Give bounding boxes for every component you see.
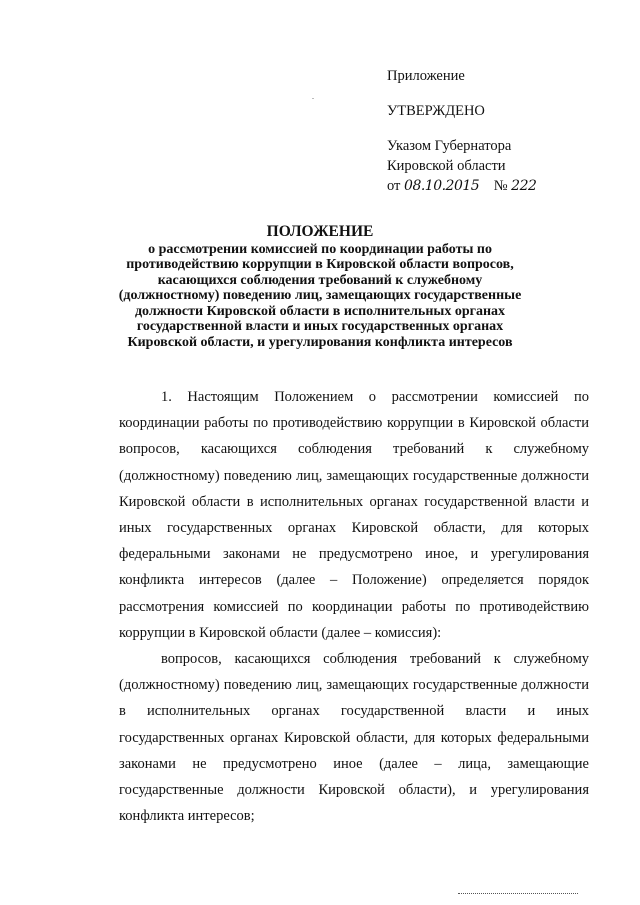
body-paragraph-2: вопросов, касающихся соблюдения требований к служебному (должностному) поведению лиц, замещающих государственные должности в исполнительных органах государственной власти и иных государственных органах Кировской области, для которых федеральными законами не предусмотрено иное (далее – лица, замещающие государственные должности Кировской области), и урегулирования конфликта интересов; [119, 651, 589, 825]
date-prefix: от [387, 178, 401, 194]
body-paragraph-1: 1. Настоящим Положением о рассмотрении комиссией по координации работы по противодействию коррупции в Кировской области вопросов, касающихся соблюдения требований к служебному (должностному) поведению лиц, замещающих государственные должности Кировской области в исполнительных органах государственной власти и иных государственных органах Кировской области, для которых федеральными законами не предусмотрено иное, и урегулирования конфликта интересов (далее – Положение) определяется порядок рассмотрения комиссией по координации работы по противодействию коррупции в Кировской области (далее – комиссия): [119, 389, 589, 641]
appendix-label: Приложение [387, 68, 465, 84]
approval-block [387, 66, 627, 196]
date-number-line [387, 176, 627, 196]
document-title [110, 224, 530, 350]
scan-speck [312, 98, 314, 99]
footer-dotted-line [458, 893, 578, 894]
handwritten-date: 08.10.2015 [404, 178, 480, 194]
decree-line-1: Указом Губернатора [387, 138, 512, 154]
number-prefix: № [493, 178, 508, 194]
approved-label: УТВЕРЖДЕНО [387, 103, 485, 119]
handwritten-number: 222 [511, 178, 537, 194]
document-body [119, 384, 589, 829]
title-subtitle: о рассмотрении комиссией по координации работы по противодействию коррупции в Кировской области вопросов, касающихся соблюдения требований к служебному (должностному) поведению лиц, замещающих государственные должности Кировской области в исполнительных органах государственной власти и иных государственных органах Кировской области, и урегулирования конфликта интересов [118, 241, 522, 350]
decree-line-2: Кировской области [387, 158, 506, 174]
title-heading: ПОЛОЖЕНИЕ [266, 223, 374, 240]
